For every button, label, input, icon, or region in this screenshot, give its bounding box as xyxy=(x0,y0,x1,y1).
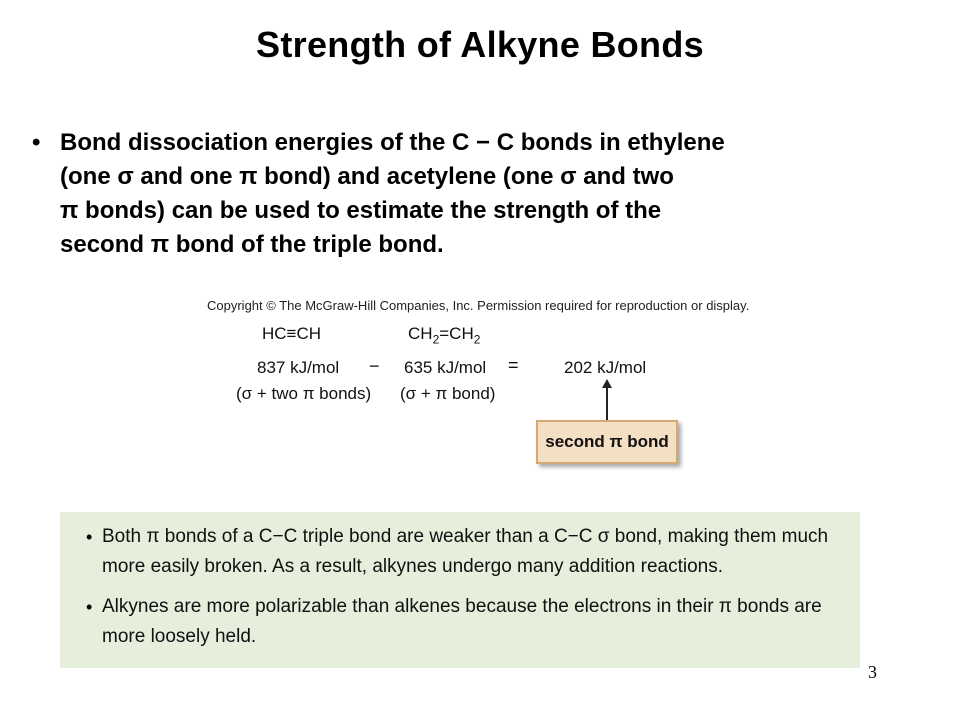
acetylene-energy: 837 kJ/mol xyxy=(257,358,340,377)
bullet-text xyxy=(60,126,725,262)
bullet-line-2: (one σ and one π bond) and acetylene (one σ and two xyxy=(60,163,674,190)
slide-title: Strength of Alkyne Bonds xyxy=(256,24,704,65)
summary-item xyxy=(86,522,828,582)
summary-bullet: • xyxy=(86,527,93,547)
bullet-line-3: π bonds) can be used to estimate the strength of the xyxy=(60,197,662,224)
main-bullet xyxy=(32,126,912,262)
result-energy: 202 kJ/mol xyxy=(564,358,647,377)
summary-line: Alkynes are more polarizable than alkenes because the electrons in their π bonds are xyxy=(102,596,822,617)
bullet-line-1: Bond dissociation energies of the C − C bonds in ethylene xyxy=(60,129,725,156)
summary-line: Both π bonds of a C−C triple bond are weaker than a C−C σ bond, making them much xyxy=(102,526,829,547)
summary-text xyxy=(102,592,822,652)
ethylene-energy: 635 kJ/mol xyxy=(404,358,487,377)
ethylene-subscript: 2 xyxy=(473,332,481,347)
ethylene-formula-part: =CH xyxy=(439,324,474,343)
second-pi-bond-label: second π bond xyxy=(536,420,678,464)
arrow-up-icon xyxy=(602,379,612,388)
minus-sign: − xyxy=(369,356,380,376)
summary-text xyxy=(102,522,828,582)
bond-energy-figure xyxy=(200,294,750,474)
summary-item xyxy=(86,592,822,652)
ethylene-formula-part: CH xyxy=(408,324,433,343)
acetylene-formula: HC≡CH xyxy=(262,324,322,343)
bullet-row xyxy=(32,126,912,262)
ethylene-formula xyxy=(408,324,480,346)
equals-sign: = xyxy=(508,355,519,375)
acetylene-bonds: (σ + two π bonds) xyxy=(236,384,372,403)
ethylene-subscript: 2 xyxy=(432,332,440,347)
summary-line: more easily broken. As a result, alkynes undergo many addition reactions. xyxy=(102,556,723,577)
arrow-shaft xyxy=(606,386,608,424)
copyright-notice: Copyright © The McGraw-Hill Companies, Inc. Permission required for reproduction or display. xyxy=(207,298,750,313)
summary-panel xyxy=(60,512,860,668)
ethylene-bonds: (σ + π bond) xyxy=(400,384,496,403)
summary-line: more loosely held. xyxy=(102,626,257,647)
page-number: 3 xyxy=(868,662,877,682)
summary-bullet: • xyxy=(86,597,93,617)
bullet-line-4: second π bond of the triple bond. xyxy=(60,231,444,258)
bullet-symbol: • xyxy=(32,129,41,156)
